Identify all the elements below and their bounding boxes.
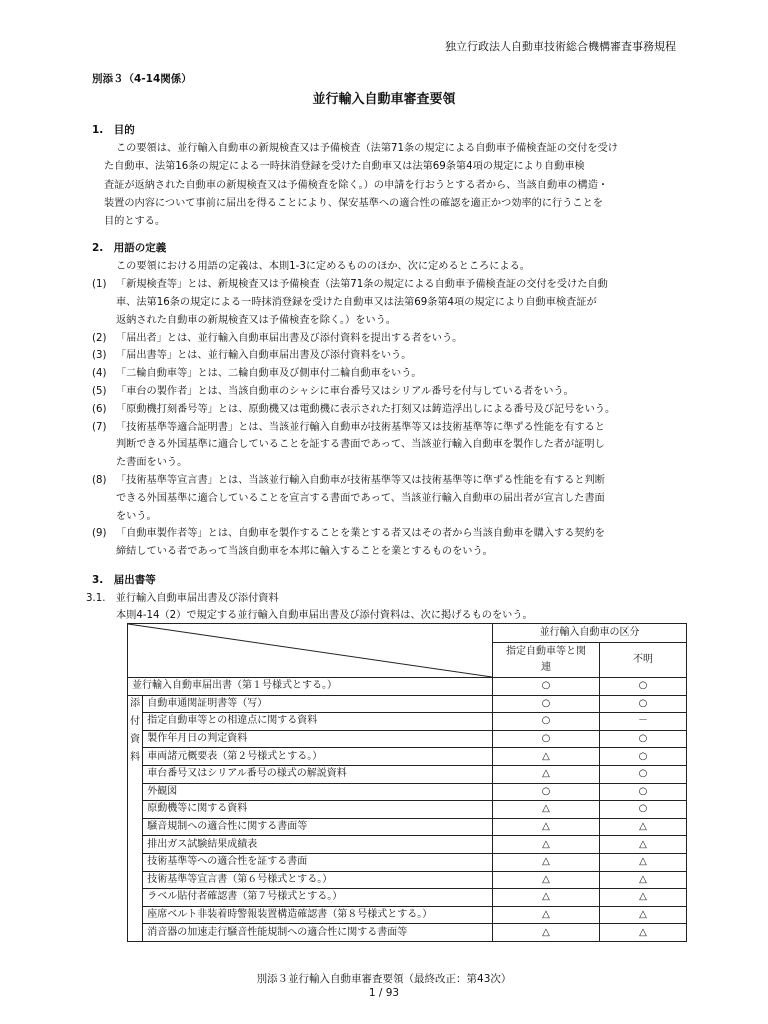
section-documents (86, 572, 682, 624)
definition-item (92, 472, 682, 525)
organization-header: 独立行政法人自動車技術総合機構審査事務規程 (445, 40, 676, 53)
definition-item (92, 401, 682, 419)
row-label: 原動機等に関する資料 (143, 801, 493, 819)
definition-text (116, 472, 682, 525)
definition-text (116, 525, 682, 561)
cell-related: △ (493, 836, 600, 854)
row-label: 車台番号又はシリアル番号の様式の解説資料 (143, 765, 493, 783)
cell-related: △ (493, 801, 600, 819)
definition-number: (5) (92, 386, 107, 398)
table-row (128, 748, 687, 766)
row-label: 外観図 (143, 783, 493, 801)
table-row (128, 695, 687, 713)
definition-item (92, 525, 682, 561)
definition-text (116, 365, 682, 383)
cell-related: ○ (493, 695, 600, 713)
footer-title: 別添３並行輸入自動車審査要領（最終改正：第43次） (256, 973, 512, 985)
cell-unknown: ○ (600, 801, 687, 819)
side-label-char: 資 (130, 733, 141, 745)
definition-line: 車、法第16条の規定による一時抹消登録を受けた自動車又は法第69条第4項の規定により自動車検査証が (116, 297, 597, 309)
row-label: 座席ベルト非装着時警報装置構造確認書（第８号様式とする。） (143, 906, 493, 924)
diagonal-header-cell (128, 624, 493, 678)
section-purpose (92, 122, 682, 231)
definition-line: 「技術基準等宣言書」とは、当該並行輸入自動車が技術基準等又は技術基準等に準ずる性能を有すると判断 (116, 475, 605, 487)
paragraph-line: 目的とする。 (104, 216, 166, 228)
row-label: 自動車通関証明書等（写） (143, 695, 493, 713)
definition-line: 「技術基準等適合証明書」とは、当該並行輸入自動車が技術基準等又は技術基準等に準ずる性能を有すると (116, 421, 605, 433)
definitions-list (92, 276, 682, 561)
cell-unknown: ○ (600, 730, 687, 748)
definition-number: (2) (92, 332, 107, 344)
cell-unknown: － (600, 713, 687, 731)
definition-item (92, 419, 682, 472)
cell-unknown: △ (600, 818, 687, 836)
row-label: 排出ガス試験結果成績表 (143, 836, 493, 854)
table-row (128, 871, 687, 889)
table-row (128, 889, 687, 907)
definition-line: 「車台の製作者」とは、当該自動車のシャシに車台番号又はシリアル番号を付与している者をいう。 (116, 386, 574, 398)
cell-related: ○ (493, 713, 600, 731)
row-label: 騒音規制への適合性に関する書面等 (143, 818, 493, 836)
table-row (128, 730, 687, 748)
definition-text (116, 330, 682, 348)
cell-related: △ (493, 748, 600, 766)
definition-number: (3) (92, 350, 107, 362)
cell-unknown: △ (600, 906, 687, 924)
definition-item (92, 276, 682, 329)
definition-number: (7) (92, 421, 107, 433)
table-row (128, 924, 687, 942)
cell-unknown: △ (600, 836, 687, 854)
table-row (128, 906, 687, 924)
row-label: 車両諸元概要表（第２号様式とする。） (143, 748, 493, 766)
definition-text (116, 383, 682, 401)
definition-line: 「原動機打刻番号等」とは、原動機又は電動機に表示された打刻又は鋳造浮出しによる番号及び記号をいう。 (116, 403, 616, 415)
page-number: 1 / 93 (368, 987, 400, 999)
document-title: 並行輸入自動車審査要領 (312, 92, 456, 107)
row-label: 技術基準等への適合性を証する書面 (143, 853, 493, 871)
definition-number: (4) (92, 368, 107, 380)
definition-line: をいう。 (116, 510, 157, 522)
annex-reference: 別添３（4-14関係） (92, 73, 192, 85)
cell-unknown: ○ (600, 783, 687, 801)
definition-line: 「自動車製作者等」とは、自動車を製作することを業とする者又はその者から当該自動車を購入する契約を (116, 528, 605, 540)
table-row (128, 836, 687, 854)
definition-text (116, 276, 682, 329)
paragraph-line: た自動車、法第16条の規定による一時抹消登録を受けた自動車又は法第69条第4項の規定により自動車検 (104, 161, 585, 173)
cell-unknown: ○ (600, 678, 687, 696)
cell-related: ○ (493, 783, 600, 801)
cell-unknown: ○ (600, 765, 687, 783)
table-row (128, 765, 687, 783)
definition-line: 「新規検査等」とは、新規検査又は予備検査（法第71条の規定による自動車予備検査証の交付を受けた自動 (116, 279, 608, 291)
definition-line: 判断できる外国基準に適合していることを証する書面であって、当該並行輸入自動車を製作した者が証明し (116, 439, 605, 451)
table-row (128, 713, 687, 731)
definition-line: 「届出者」とは、並行輸入自動車届出書及び添付資料を提出する者をいう。 (116, 332, 463, 344)
definition-line: 締結している者であって当該自動車を本邦に輸入することを業とするものをいう。 (116, 546, 493, 558)
row-label: 技術基準等宣言書（第６号様式とする。） (143, 871, 493, 889)
definition-line: 「届出書等」とは、並行輸入自動車届出書及び添付資料をいう。 (116, 350, 412, 362)
definition-text (116, 347, 682, 365)
cell-unknown: ○ (600, 748, 687, 766)
cell-related: △ (493, 853, 600, 871)
section-heading: 1. 目的 (92, 124, 135, 136)
paragraph-line: 査証が返納された自動車の新規検査又は予備検査を除く。）の申請を行おうとする者から、当該自動車の構造・ (104, 179, 609, 191)
table-row (128, 818, 687, 836)
cell-related: △ (493, 871, 600, 889)
row-label: 並行輸入自動車届出書（第１号様式とする。） (128, 678, 493, 696)
paragraph-line: この要領は、並行輸入自動車の新規検査又は予備検査（法第71条の規定による自動車予備検査証の交付を受け (116, 143, 618, 154)
cell-related: △ (493, 889, 600, 907)
row-label: 消音器の加速走行騒音性能規制への適合性に関する書面等 (143, 924, 493, 942)
side-label-char: 添 (130, 697, 141, 709)
definition-number: (9) (92, 528, 107, 540)
definition-line: 「二輪自動車等」とは、二輪自動車及び側車付二輪自動車をいう。 (116, 368, 422, 380)
paragraph (92, 140, 682, 231)
definition-line: た書面をいう。 (116, 457, 188, 469)
cell-unknown: △ (600, 889, 687, 907)
cell-unknown: △ (600, 871, 687, 889)
cell-related: ○ (493, 678, 600, 696)
side-label-char: 料 (130, 751, 141, 763)
section-heading: 2. 用語の定義 (92, 242, 167, 254)
row-label: 製作年月日の判定資料 (143, 730, 493, 748)
definition-number: (8) (92, 475, 107, 487)
definition-number: (1) (92, 279, 107, 291)
cell-unknown: ○ (600, 695, 687, 713)
definition-item (92, 347, 682, 365)
cell-related: ○ (493, 730, 600, 748)
intro-text: 本則4-14（2）で規定する並行輸入自動車届出書及び添付資料は、次に掲げるものをいう。 (116, 610, 533, 621)
column-header-unknown: 不明 (600, 643, 687, 678)
definition-line: 返納された自動車の新規検査又は予備検査を除く。）をいう。 (116, 314, 396, 326)
column-header-related: 指定自動車等と関連 (493, 643, 600, 678)
documents-table (127, 623, 687, 942)
cell-unknown: △ (600, 924, 687, 942)
cell-unknown: △ (600, 853, 687, 871)
section-heading: 3. 届出書等 (92, 574, 156, 586)
group-header: 並行輸入自動車の区分 (493, 624, 687, 643)
cell-related: △ (493, 765, 600, 783)
definition-item (92, 383, 682, 401)
cell-related: △ (493, 906, 600, 924)
definition-text (116, 419, 682, 472)
definition-item (92, 365, 682, 383)
table-row (128, 783, 687, 801)
subsection-heading: 3.1. 並行輸入自動車届出書及び添付資料 (86, 593, 279, 604)
attachments-side-label (128, 695, 143, 941)
section-definitions (92, 240, 682, 561)
cell-related: △ (493, 818, 600, 836)
paragraph-line: 装置の内容について事前に届出を得ることにより、保安基準への適合性の確認を適正かつ効率的に行うことを (104, 197, 603, 209)
cell-related: △ (493, 924, 600, 942)
table-row (128, 853, 687, 871)
row-label: ラベル貼付者確認書（第７号様式とする。） (143, 889, 493, 907)
side-label-char: 付 (130, 715, 141, 727)
row-label: 指定自動車等との相違点に関する資料 (143, 713, 493, 731)
definition-text (116, 401, 682, 419)
definition-line: できる外国基準に適合していることを宣言する書面であって、当該並行輸入自動車の届出者が宣言した書面 (116, 492, 605, 504)
definition-number: (6) (92, 403, 107, 415)
intro-text: この要領における用語の定義は、本則1-3に定めるもののほか、次に定めるところによる。 (116, 261, 530, 272)
table-row (128, 801, 687, 819)
definition-item (92, 330, 682, 348)
